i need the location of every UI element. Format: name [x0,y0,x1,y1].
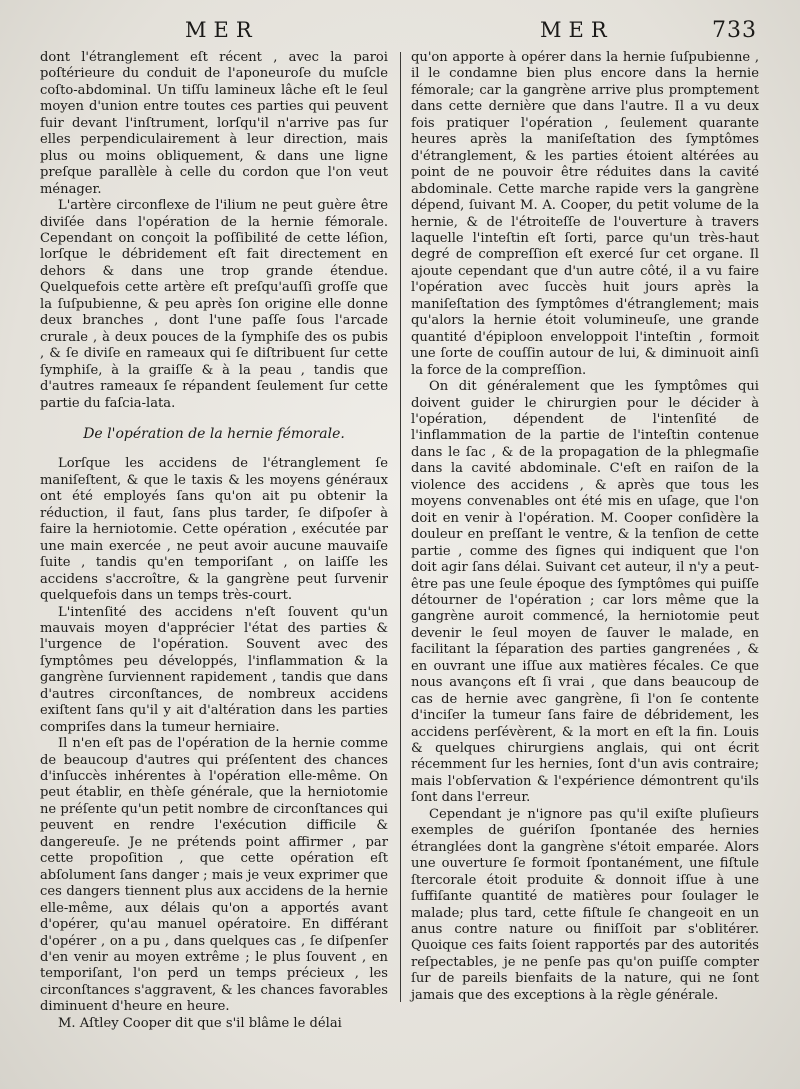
paragraph: On dit généralement que les ſymptômes qui doivent guider le chirurgien pour le décider à l'opération, dépendent de l'intenſité de l'inflammation de la partie de l'inteſtin contenue dans le ſac , & de la propagation de la phlegmaſie dans la cavité abdominale. C'eſt en raiſon de la violence des accidens , & après que tous les moyens convenables ont été mis en uſage, que l'on doit en venir à l'opération. M. Cooper conſidère la douleur en preſſant le ventre, & la tenſion de cette partie , comme des ſignes qui indiquent que l'on doit agir ſans délai. Suivant cet auteur, il n'y a peut-être pas une ſeule époque des ſymptômes qui puiſſe détourner de l'opération ; car lors même que la gangrène auroit commencé, la herniotomie peut devenir le ſeul moyen de ſauver le malade, en facilitant la ſéparation des parties gangrenées , & en ouvrant une iſſue aux matières fécales. Ce que nous avançons eſt ſi vrai , que dans beaucoup de cas de hernie avec gangrène, ſi l'on ſe contente d'inciſer la tumeur ſans faire de débridement, les accidens perſévèrent, & la mort en eſt la fin. Louis & quelques chirurgiens anglais, qui ont écrit récemment ſur les hernies, ſont d'un avis contraire; mais l'obſervation & l'expérience démontrent qu'ils ſont dans l'erreur. [411,379,759,806]
paragraph: L'intenſité des accidens n'eſt ſouvent qu'un mauvais moyen d'apprécier l'état des parties & l'urgence de l'opération. Souvent avec des ſymptômes peu développés, l'inflammation & la gangrène ſurviennent rapidement , tandis que dans d'autres circonſtances, de nombreux accidens exiſtent ſans qu'il y ait d'altération dans les parties compriſes dans la tumeur herniaire. [40,604,388,735]
paragraph: Lorſque les accidens de l'étranglement ſe maniſeſtent, & que le taxis & les moyens généraux ont été employés ſans qu'on ait pu obtenir la réduction, il faut, ſans plus tarder, ſe diſpoſer à faire la herniotomie. Cette opération , exécutée par une main exercée , ne peut avoir aucune mauvaiſe ſuite , tandis qu'en temporiſant , on laiſſe les accidens s'accroître, & la gangrène peut ſurvenir quelquefois dans un temps très-court. [40,456,388,604]
running-head-right: MER [540,18,614,42]
running-head-left: MER [185,18,259,42]
paragraph: dont l'étranglement eſt récent , avec la paroi poſtérieure du conduit de l'aponeuroſe du muſcle coſto-abdominal. Un tiſſu lamineux lâche eſt le ſeul moyen d'union entre toutes ces parties qui peuvent fuir devant l'inſtrument, lorſqu'il n'arrive pas ſur elles perpendiculairement à leur direction, mais plus ou moins obliquement, & dans une ligne preſque parallèle à celle du cordon que l'on veut ménager. [40,50,388,197]
paragraph: M. Aſtley Cooper dit que s'il blâme le délai [58,1015,342,1031]
paragraph: Il n'en eſt pas de l'opération de la hernie comme de beaucoup d'autres qui préſentent des chances d'inſuccès inhérentes à l'opération elle-même. On peut établir, en thèſe générale, que la herniotomie ne préſente qu'un petit nombre de circonſtances qui peuvent en rendre l'exécution difficile & dangereuſe. Je ne prétends point affirmer , par cette propoſition , que cette opération eſt abſolument ſans danger ; mais je veux exprimer que ces dangers tiennent plus aux accidens de la hernie elle-même, aux délais qu'on a apportés avant d'opérer, qu'au manuel opératoire. En différant d'opérer , on a pu , dans quelques cas , ſe diſpenſer d'en venir au moyen extrême ; le plus ſouvent , en temporiſant, l'on perd un temps précieux , les circonſtances s'aggravent, & les chances favorables diminuent d'heure en heure. [40,736,388,1015]
section-heading: De l'opération de la hernie fémorale. [83,425,345,442]
page-number: 733 [712,18,757,43]
right-column [411,50,759,1004]
paragraph: L'artère circonflexe de l'ilium ne peut guère être diviſée dans l'opération de la hernie fémorale. Cependant on conçoit la poſſibilité de cette léſion, lorſque le débridement eſt fait directement en dehors & dans une trop grande étendue. Quelquefois cette artère eſt preſqu'auſſi groſſe que la ſuſpubienne, & peu après ſon origine elle donne deux branches , dont l'une paſſe ſous l'arcade crurale , à deux pouces de la ſymphiſe des os pubis , & ſe diviſe en rameaux qui ſe diſtribuent ſur cette ſymphiſe, à la graiſſe & à la peau , tandis que d'autres rameaux ſe répandent ſeulement ſur cette partie du faſcia-lata. [40,198,388,411]
left-column [40,50,388,1032]
paragraph: qu'on apporte à opérer dans la hernie ſuſpubienne , il le condamne bien plus encore dans la hernie fémorale; car la gangrène arrive plus promptement dans cette dernière que dans l'autre. Il a vu deux fois pratiquer l'opération , ſeulement quarante heures après la maniſeſtation des ſymptômes d'étranglement, & les parties étoient altérées au point de ne pouvoir être réduites dans la cavité abdominale. Cette marche rapide vers la gangrène dépend, ſuivant M. A. Cooper, du petit volume de la hernie, & de l'étroiteſſe de l'ouverture à travers laquelle l'inteſtin eſt ſorti, parce qu'un très-haut degré de compreſſion eſt exercé ſur cet organe. Il ajoute cependant que d'un autre côté, il a vu faire l'opération avec ſuccès huit jours après la maniſeſtation des ſymptômes d'étranglement; mais qu'alors la hernie étoit volumineuſe, une grande quantité d'épiploon enveloppoit l'inteſtin , formoit une ſorte de couſſin autour de lui, & diminuoit ainſi la force de la compreſſion. [411,50,759,378]
paragraph: Cependant je n'ignore pas qu'il exiſte pluſieurs exemples de guériſon ſpontanée des hernies étranglées dont la gangrène s'étoit emparée. Alors une ouverture ſe formoit ſpontanément, une fiſtule ſtercorale étoit produite & donnoit iſſue à une ſuffiſante quantité de matières pour ſoulager le malade; plus tard, cette fiſtule ſe changeoit en un anus contre nature ou finiſſoit par s'oblitérer. Quoique ces faits ſoient rapportés par des autorités reſpectables, je ne penſe pas qu'on puiſſe compter ſur de pareils bienfaits de la nature, qui ne ſont jamais que des exceptions à la règle générale. [411,806,759,1003]
column-divider [400,52,401,1002]
